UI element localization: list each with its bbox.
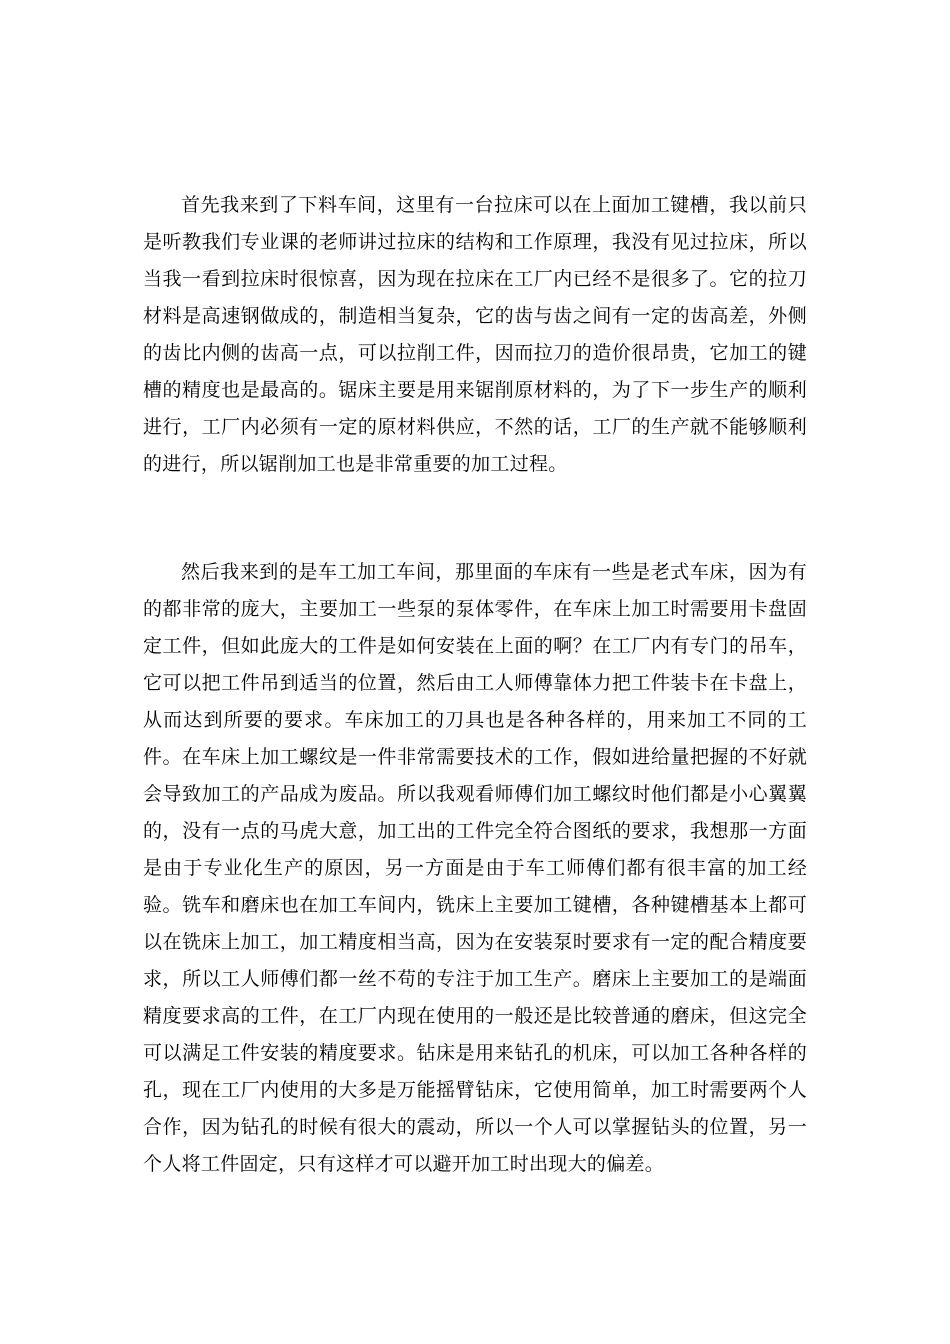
paragraph-turning-workshop: 然后我来到的是车工加工车间，那里面的车床有一些是老式车床，因为有的都非常的庞大，主要加工一些泵的泵体零件，在车床上加工时需要用卡盘固定工件，但如此庞大的工件是如何安装在上面的啊？在工厂内有专门的吊车，它可以把工件吊到适当的位置，然后由工人师傅靠体力把工件装卡在卡盘上，从而达到所要的要求。车床加工的刀具也是各种各样的，用来加工不同的工件。在车床上加工螺纹是一件非常需要技术的工作，假如进给量把握的不好就会导致加工的产品成为废品。所以我观看师傅们加工螺纹时他们都是小心翼翼的，没有一点的马虎大意，加工出的工件完全符合图纸的要求，我想那一方面是由于专业化生产的原因，另一方面是由于车工师傅们都有很丰富的加工经验。铣车和磨床也在加工车间内，铣床上主要加工键槽，各种键槽基本上都可以在铣床上加工，加工精度相当高，因为在安装泵时要求有一定的配合精度要求，所以工人师傅们都一丝不苟的专注于加工生产。磨床上主要加工的是端面精度要求高的工件，在工厂内现在使用的一般还是比较普通的磨床，但这完全可以满足工件安装的精度要求。钻床是用来钻孔的机床，可以加工各种各样的孔，现在工厂内使用的大多是万能摇臂钻床，它使用简单，加工时需要两个人合作，因为钻孔的时候有很大的震动，所以一个人可以掌握钻头的位置，另一个人将工件固定，只有这样才可以避开加工时出现大的偏差。: [143, 561, 807, 1175]
paragraph-blanking-workshop: 首先我来到了下料车间，这里有一台拉床可以在上面加工键槽，我以前只是听教我们专业课的老师讲过拉床的结构和工作原理，我没有见过拉床，所以当我一看到拉床时很惊喜，因为现在拉床在工厂内已经不是很多了。它的拉刀材料是高速钢做成的，制造相当复杂，它的齿与齿之间有一定的齿高差，外侧的齿比内侧的齿高一点，可以拉削工件，因而拉刀的造价很昂贵，它加工的键槽的精度也是最高的。锯床主要是用来锯削原材料的，为了下一步生产的顺利进行，工厂内必须有一定的原材料供应，不然的话，工厂的生产就不能够顺利的进行，所以锯削加工也是非常重要的加工过程。: [143, 194, 807, 475]
